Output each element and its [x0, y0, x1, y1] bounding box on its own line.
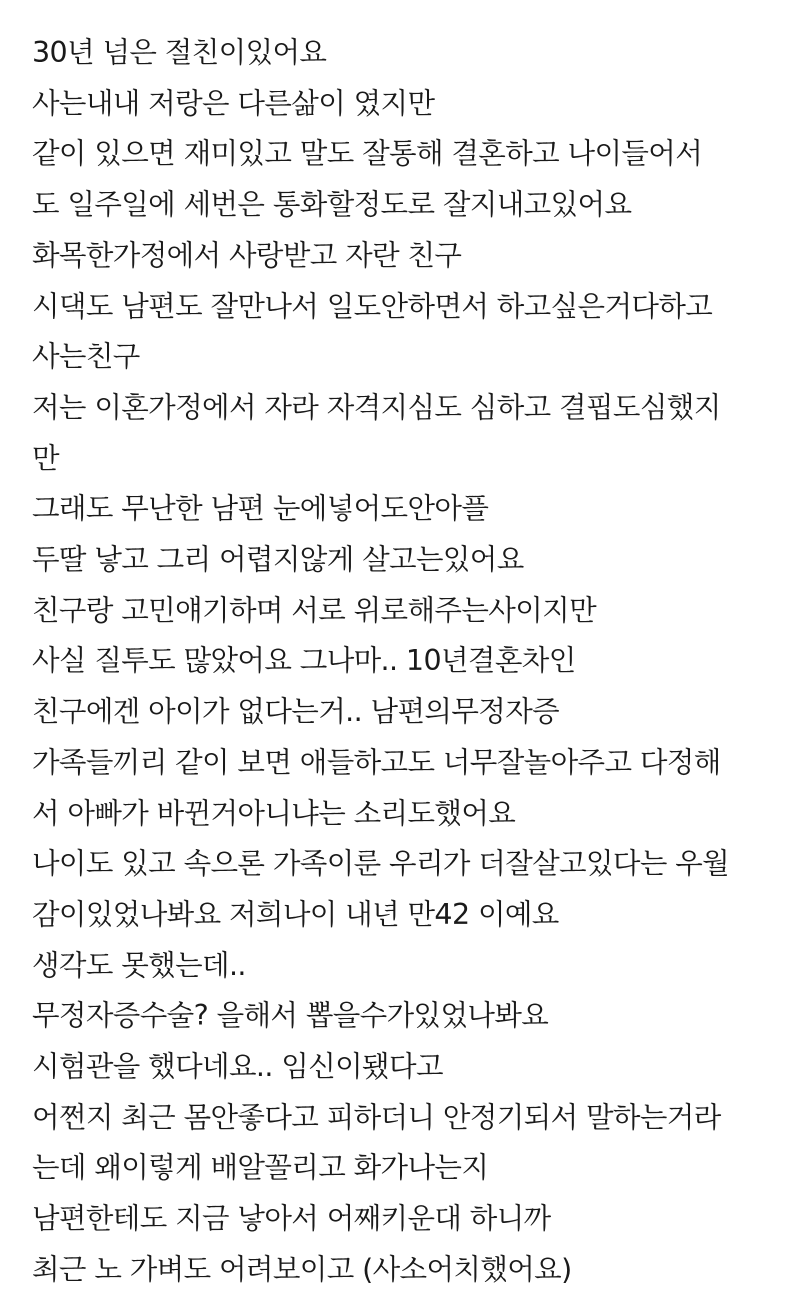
text-line: 서 아빠가 바뀐거아니냐는 소리도했어요: [32, 796, 516, 830]
text-line: 어쩐지 최근 몸안좋다고 피하더니 안정기되서 말하는거라: [32, 1100, 721, 1134]
text-line: 는데 왜이렇게 배알꼴리고 화가나는지: [32, 1151, 489, 1185]
text-line: 친구에겐 아이가 없다는거.. 남편의무정자증: [32, 695, 560, 729]
text-line: 사는내내 저랑은 다른삶이 였지만: [32, 86, 435, 120]
text-line: 최근 노 가벼도 어려보이고 (사소어치했어요): [32, 1252, 572, 1286]
text-line: 감이있었나봐요 저희나이 내년 만42 이예요: [32, 897, 559, 931]
post-body: [32, 28, 782, 1296]
text-line: 가족들끼리 같이 보면 애들하고도 너무잘놀아주고 다정해: [32, 745, 721, 779]
text-line: 그래도 무난한 남편 눈에넣어도안아플: [32, 492, 489, 526]
text-line: 친구랑 고민얘기하며 서로 위로해주는사이지만: [32, 593, 596, 627]
text-line: 저는 이혼가정에서 자라 자격지심도 심하고 결핍도심했지: [32, 390, 721, 424]
text-line: 만: [32, 441, 59, 475]
text-line: 30년 넘은 절친이있어요: [32, 36, 327, 69]
text-line: 사실 질투도 많았어요 그나마.. 10년결혼차인: [32, 644, 576, 678]
text-line: 사는친구: [32, 340, 140, 374]
text-line: 시험관을 했다네요.. 임신이됐다고: [32, 1050, 443, 1084]
text-line: 도 일주일에 세번은 통화할정도로 잘지내고있어요: [32, 188, 632, 222]
text-line: 남편한테도 지금 낳아서 어째키운대 하니까: [32, 1202, 551, 1236]
text-line: 무정자증수술? 을해서 뽑을수가있었나봐요: [32, 999, 549, 1033]
text-line: 화목한가정에서 사랑받고 자란 친구: [32, 238, 462, 272]
text-line: 시댁도 남편도 잘만나서 일도안하면서 하고싶은거다하고: [32, 289, 713, 323]
text-line: 생각도 못했는데..: [32, 948, 246, 982]
text-line: 나이도 있고 속으론 가족이룬 우리가 더잘살고있다는 우월: [32, 847, 730, 881]
text-line: 두딸 낳고 그리 어렵지않게 살고는있어요: [32, 543, 524, 577]
text-line: 같이 있으면 재미있고 말도 잘통해 결혼하고 나이들어서: [32, 137, 703, 171]
